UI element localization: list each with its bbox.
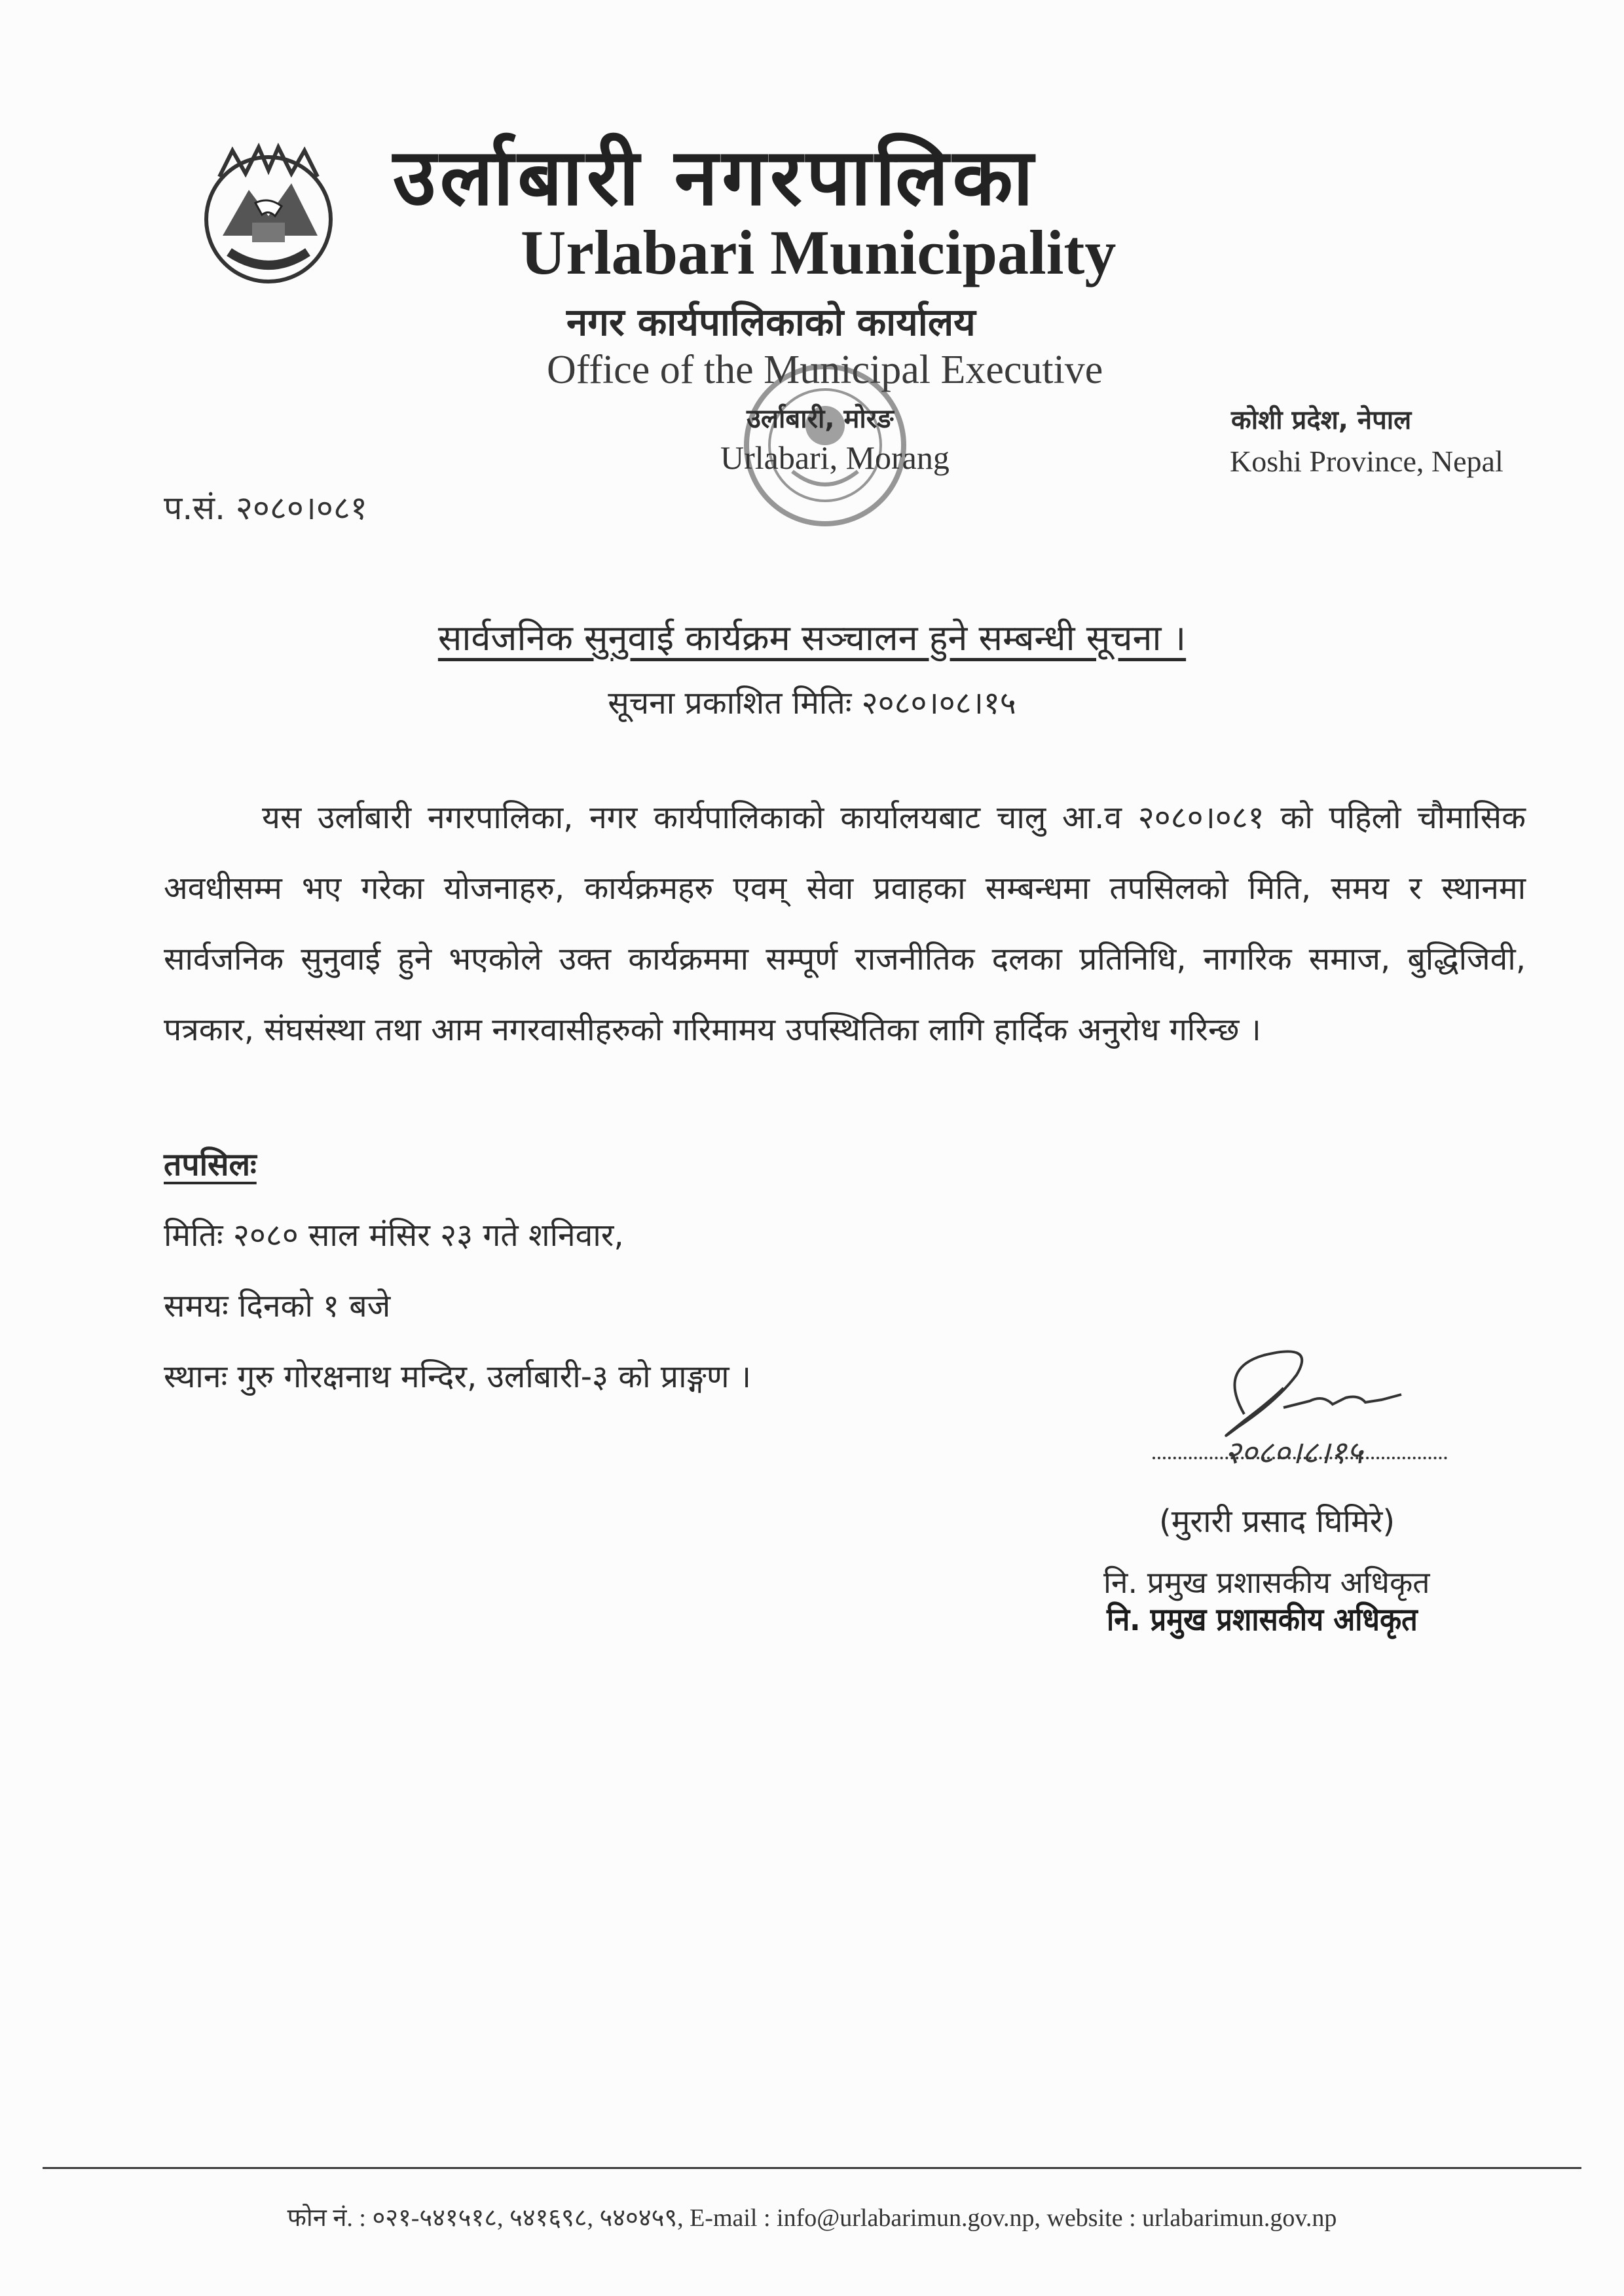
office-name-en: Office of the Municipal Executive bbox=[547, 348, 1103, 392]
notice-subject-text: सार्वजनिक सुनुवाई कार्यक्रम सञ्चालन हुने सम्बन्धी सूचना । bbox=[437, 617, 1187, 659]
designation-stamp: नि. प्रमुख प्रशासकीय अधिकृत bbox=[1107, 1601, 1418, 1638]
details-section bbox=[164, 1129, 751, 1412]
reference-number: प.सं. २०८०।०८१ bbox=[164, 489, 367, 527]
address-en: Urlabari, Morang bbox=[720, 439, 950, 476]
handwritten-signature-icon bbox=[1166, 1329, 1480, 1473]
nepal-emblem-icon bbox=[193, 137, 344, 288]
signature-line bbox=[1153, 1457, 1447, 1459]
details-date: मितिः २०८० साल मंसिर २३ गते शनिवार, bbox=[164, 1217, 624, 1254]
details-time: समयः दिनको १ बजे bbox=[164, 1288, 391, 1324]
notice-subject bbox=[0, 612, 1624, 661]
office-name-np: नगर कार्यपालिकाको कार्यालय bbox=[566, 300, 976, 344]
details-venue: स्थानः गुरु गोरक्षनाथ मन्दिर, उर्लाबारी-३ को प्राङ्गण । bbox=[164, 1358, 752, 1395]
signatory-name: (मुरारी प्रसाद घिमिरे) bbox=[1159, 1503, 1395, 1540]
footer-divider bbox=[43, 2167, 1581, 2169]
publish-date: सूचना प्रकाशित मितिः २०८०।०८।१५ bbox=[608, 685, 1016, 721]
signatory-designation: नि. प्रमुख प्रशासकीय अधिकृत bbox=[1103, 1565, 1430, 1600]
footer-contact: फोन नं. : ०२१-५४१५१८, ५४१६९८, ५४०४५९, E-mail : info@urlabarimun.gov.np, website : urlabarimun.gov.np bbox=[287, 2204, 1337, 2232]
signature-date: २०८०।८।१५ bbox=[1225, 1434, 1363, 1471]
address-np: उर्लाबारी, मोरङ bbox=[747, 404, 894, 434]
municipality-name-en: Urlabari Municipality bbox=[521, 217, 1116, 287]
province-en: Koshi Province, Nepal bbox=[1230, 445, 1504, 478]
details-heading: तपसिलः bbox=[164, 1146, 257, 1183]
municipality-name-np: उर्लाबारी नगरपालिका bbox=[393, 132, 1037, 223]
notice-body: यस उर्लाबारी नगरपालिका, नगर कार्यपालिकाको कार्यालयबाट चालु आ.व २०८०।०८१ को पहिलो चौमासिक अवधीसम्म भए गरेका योजनाहरु, कार्यक्रमहरु एवम् सेवा प्रवाहका सम्बन्धमा तपसिलको मिति, समय र स्थानमा सार्वजनिक सुनुवाई हुने भएकोले उक्त कार्यक्रममा सम्पूर्ण राजनीतिक दलका प्रतिनिधि, नागरिक समाज, बुद्धिजिवी, पत्रकार, संघसंस्था तथा आम नगरवासीहरुको गरिमामय उपस्थितिका लागि हार्दिक अनुरोध गरिन्छ । bbox=[164, 799, 1526, 1048]
province-np: कोशी प्रदेश, नेपाल bbox=[1231, 405, 1412, 435]
